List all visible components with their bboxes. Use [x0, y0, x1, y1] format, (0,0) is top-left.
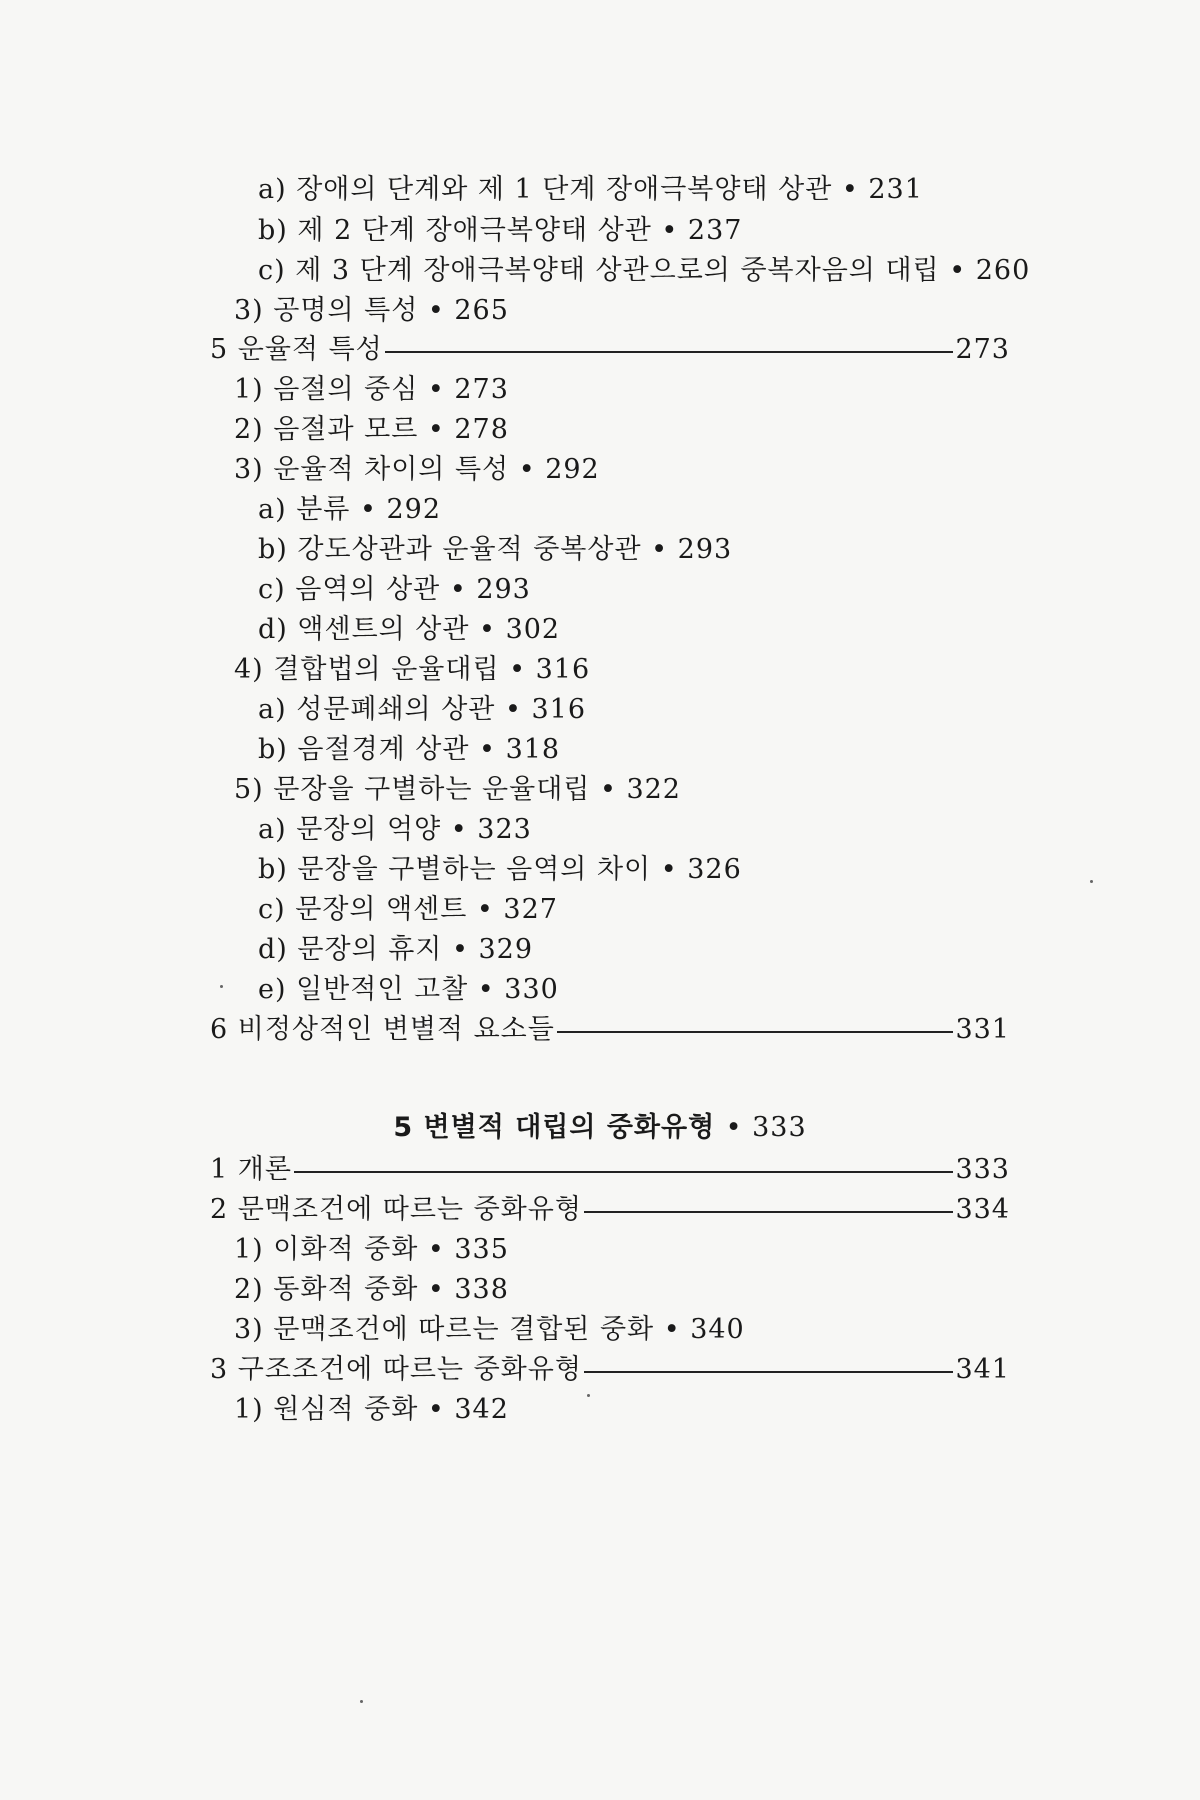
toc-heading-title: 1 개론 [210, 1154, 292, 1185]
toc-entry: b) 문장을 구별하는 음역의 차이 • 326 [258, 854, 742, 885]
scan-speck [587, 1394, 590, 1397]
toc-entry: a) 문장의 억양 • 323 [258, 814, 532, 845]
toc-heading-title: 6 비정상적인 변별적 요소들 [210, 1014, 555, 1045]
toc-heading-title: 3 구조조건에 따르는 중화유형 [210, 1354, 582, 1385]
toc-entry: c) 제 3 단계 장애극복양태 상관으로의 중복자음의 대립 • 260 [258, 255, 1031, 286]
toc-entry: 3) 공명의 특성 • 265 [234, 295, 509, 326]
toc-entry: a) 성문폐쇄의 상관 • 316 [258, 694, 586, 725]
toc-heading-page: 273 [955, 334, 1010, 365]
toc-entry: b) 강도상관과 운율적 중복상관 • 293 [258, 534, 733, 565]
toc-heading-title: 5 운율적 특성 [210, 334, 383, 365]
scan-speck [1090, 880, 1093, 883]
chapter-title-text: 5 변별적 대립의 중화유형 [393, 1112, 716, 1143]
toc-entry: 4) 결합법의 운율대립 • 316 [234, 654, 591, 685]
toc-entry: b) 음절경계 상관 • 318 [258, 734, 561, 765]
leader-line [294, 1171, 954, 1173]
toc-heading-page: 333 [955, 1154, 1010, 1185]
toc-entry: 2) 음절과 모르 • 278 [234, 414, 509, 445]
scan-speck [220, 985, 223, 988]
toc-heading-row [210, 1192, 1010, 1228]
toc-entry: 2) 동화적 중화 • 338 [234, 1274, 509, 1305]
toc-entry: 1) 음절의 중심 • 273 [234, 374, 509, 405]
toc-entry: 3) 문맥조건에 따르는 결합된 중화 • 340 [234, 1314, 745, 1345]
scan-speck [360, 1700, 363, 1703]
toc-entry: d) 액센트의 상관 • 302 [258, 614, 561, 645]
toc-entry: 1) 이화적 중화 • 335 [234, 1234, 509, 1265]
leader-line [385, 351, 954, 353]
toc-entry: c) 음역의 상관 • 293 [258, 574, 531, 605]
toc-entry: a) 분류 • 292 [258, 494, 442, 525]
toc-heading-page: 334 [955, 1194, 1010, 1225]
toc-heading-row [210, 1012, 1010, 1048]
toc-heading-row [210, 332, 1010, 368]
toc-heading-page: 331 [955, 1014, 1010, 1045]
toc-entry: a) 장애의 단계와 제 1 단계 장애극복양태 상관 • 231 [258, 174, 923, 205]
toc-heading-row [210, 1352, 1010, 1388]
chapter-title [0, 1110, 1200, 1146]
leader-line [584, 1211, 954, 1213]
toc-heading-title: 2 문맥조건에 따르는 중화유형 [210, 1194, 582, 1225]
chapter-page: • 333 [725, 1112, 807, 1143]
toc-entry: b) 제 2 단계 장애극복양태 상관 • 237 [258, 215, 743, 246]
toc-entry: c) 문장의 액센트 • 327 [258, 894, 558, 925]
leader-line [557, 1031, 954, 1033]
toc-entry: e) 일반적인 고찰 • 330 [258, 974, 559, 1005]
toc-entry: d) 문장의 휴지 • 329 [258, 934, 534, 965]
toc-heading-page: 341 [955, 1354, 1010, 1385]
toc-entry: 3) 운율적 차이의 특성 • 292 [234, 454, 600, 485]
leader-line [584, 1371, 954, 1373]
toc-entry: 5) 문장을 구별하는 운율대립 • 322 [234, 774, 681, 805]
toc-heading-row [210, 1152, 1010, 1188]
toc-entry: 1) 원심적 중화 • 342 [234, 1394, 509, 1425]
